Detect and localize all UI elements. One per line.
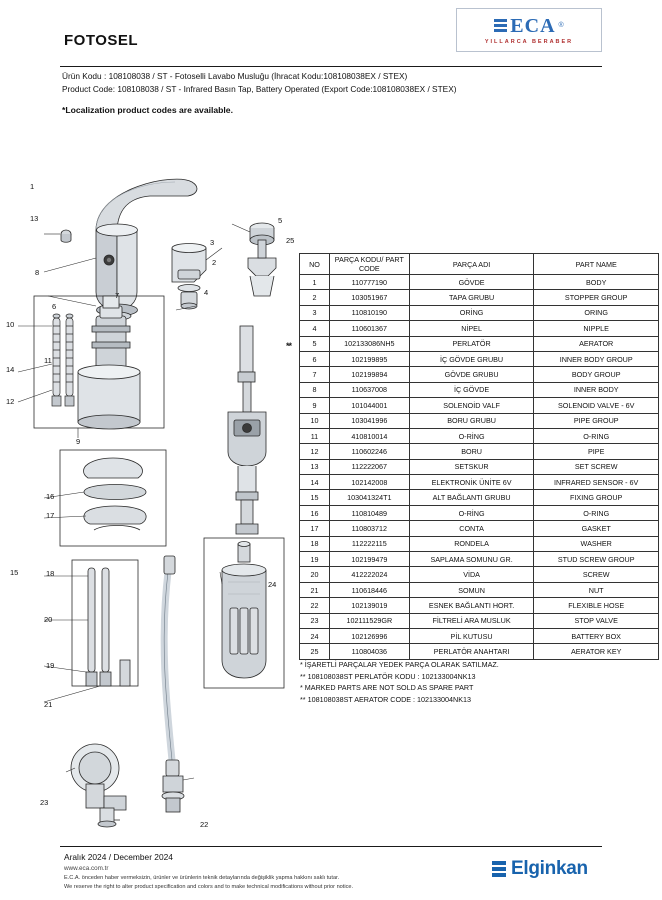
cell-en: SOLENOID VALVE - 6V — [534, 398, 659, 413]
eca-logo-mark — [494, 16, 563, 36]
part-13-setscrew — [61, 230, 71, 242]
eca-tagline: YILLARCA BERABER — [484, 38, 574, 45]
cell-no: 10 — [300, 413, 330, 428]
cell-code: 102133086NH5 — [329, 336, 409, 351]
page-header — [0, 0, 662, 68]
cell-tr: TAPA GRUBU — [409, 290, 534, 305]
callout-17: 17 — [46, 511, 55, 520]
part-24-battery-box — [204, 538, 284, 688]
cell-tr: ESNEK BAĞLANTI HORT. — [409, 598, 534, 613]
footer-divider — [60, 846, 602, 847]
cell-en: STOP VALVE — [534, 613, 659, 628]
elginkan-bars-icon — [492, 861, 506, 877]
cell-code: 102199895 — [329, 351, 409, 366]
cell-no: 3 — [300, 305, 330, 320]
table-row — [300, 567, 659, 582]
cell-tr: SAPLAMA SOMUNU GR. — [409, 552, 534, 567]
cell-tr: O-RİNG — [409, 428, 534, 443]
table-row — [300, 398, 659, 413]
table-row — [300, 382, 659, 397]
note-1: ** 108108038ST PERLATÖR KODU : 102133004NK13 — [300, 671, 476, 681]
footer-disclaimer-tr: E.C.A. önceden haber vermeksizin, ürünler ve ürünlerin teknik detaylarında değişiklik yapma hakkını saklı tutar. — [64, 875, 340, 881]
cell-code: 102199479 — [329, 552, 409, 567]
header-code: PARÇA KODU/ PART CODE — [329, 254, 409, 275]
part-22-flexible-hose — [162, 556, 184, 812]
cell-no: 25 — [300, 644, 330, 659]
aerator-star-marker: ** — [286, 341, 292, 351]
cell-code: 110601367 — [329, 321, 409, 336]
cell-tr: PİL KUTUSU — [409, 628, 534, 643]
registered-icon: ® — [558, 22, 564, 29]
cell-en: O-RING — [534, 505, 659, 520]
cell-code: 102199894 — [329, 367, 409, 382]
cell-en: STUD SCREW GROUP — [534, 552, 659, 567]
localization-note: *Localization product codes are available. — [62, 105, 233, 115]
callout-14: 14 — [6, 365, 15, 374]
cell-no: 6 — [300, 351, 330, 366]
cell-tr: CONTA — [409, 521, 534, 536]
exploded-view-svg — [0, 120, 300, 840]
cell-tr: VİDA — [409, 567, 534, 582]
header-name-en: PART NAME — [534, 254, 659, 275]
cell-en: GASKET — [534, 521, 659, 536]
cell-code: 102111529GR — [329, 613, 409, 628]
cell-tr: İÇ GÖVDE GRUBU — [409, 351, 534, 366]
note-0: * İŞARETLİ PARÇALAR YEDEK PARÇA OLARAK SATILMAZ. — [300, 660, 499, 669]
table-row — [300, 536, 659, 551]
cell-no: 1 — [300, 275, 330, 290]
table-header-row — [300, 254, 659, 275]
cell-no: 13 — [300, 459, 330, 474]
part-2-stopper-group — [172, 244, 209, 310]
cell-tr: O-RİNG — [409, 505, 534, 520]
cell-tr: FİLTRELİ ARA MUSLUK — [409, 613, 534, 628]
cell-tr: ORİNG — [409, 305, 534, 320]
table-row — [300, 290, 659, 305]
table-row — [300, 505, 659, 520]
cell-en: SET SCREW — [534, 459, 659, 474]
cell-tr: NİPEL — [409, 321, 534, 336]
cell-no: 11 — [300, 428, 330, 443]
table-row — [300, 644, 659, 659]
cell-code: 110618446 — [329, 582, 409, 597]
cell-code: 110803712 — [329, 521, 409, 536]
callout-11: 11 — [44, 356, 52, 365]
cell-en: ORING — [534, 305, 659, 320]
table-row — [300, 428, 659, 443]
cell-code: 412222024 — [329, 567, 409, 582]
cell-en: INNER BODY — [534, 382, 659, 397]
cell-tr: SOLENOİD VALF — [409, 398, 534, 413]
callout-21: 21 — [44, 700, 53, 709]
table-row — [300, 490, 659, 505]
cell-en: BODY — [534, 275, 659, 290]
cell-en: FLEXIBLE HOSE — [534, 598, 659, 613]
callout-1: 1 — [30, 182, 35, 191]
cell-en: STOPPER GROUP — [534, 290, 659, 305]
callout-23: 23 — [40, 798, 49, 807]
cell-no: 18 — [300, 536, 330, 551]
cell-code: 110777190 — [329, 275, 409, 290]
table-row — [300, 598, 659, 613]
footer-date: Aralık 2024 / December 2024 — [64, 852, 173, 862]
cell-en: BATTERY BOX — [534, 628, 659, 643]
eca-bars-icon — [494, 19, 507, 32]
cell-tr: PERLATÖR — [409, 336, 534, 351]
cell-code: 110810190 — [329, 305, 409, 320]
part-25-aerator-key — [248, 240, 276, 296]
callout-22: 22 — [200, 820, 209, 829]
cell-tr: GÖVDE GRUBU — [409, 367, 534, 382]
part-15-fixing-group — [60, 450, 166, 546]
cell-no: 21 — [300, 582, 330, 597]
callout-10: 10 — [6, 320, 15, 329]
callout-3: 3 — [210, 238, 215, 247]
cell-no: 22 — [300, 598, 330, 613]
part-23-stop-valve — [71, 744, 126, 827]
footer-website[interactable]: www.eca.com.tr — [64, 865, 109, 872]
table-row — [300, 475, 659, 490]
cell-code: 103041996 — [329, 413, 409, 428]
callout-15: 15 — [10, 568, 19, 577]
cell-code: 102142008 — [329, 475, 409, 490]
table-row — [300, 351, 659, 366]
cell-code: 102139019 — [329, 598, 409, 613]
cell-en: NUT — [534, 582, 659, 597]
cell-no: 2 — [300, 290, 330, 305]
table-row — [300, 628, 659, 643]
callout-25: 25 — [286, 236, 295, 245]
table-row — [300, 367, 659, 382]
part-6-inner-body-group — [34, 296, 164, 429]
cell-no: 4 — [300, 321, 330, 336]
cell-tr: SETSKUR — [409, 459, 534, 474]
table-row — [300, 459, 659, 474]
cell-code: 101044001 — [329, 398, 409, 413]
footer-disclaimer-en: We reserve the right to alter product specification and colors and to make technical modifications without prior notice. — [64, 884, 354, 890]
header-name-tr: PARÇA ADI — [409, 254, 534, 275]
table-row — [300, 413, 659, 428]
eca-logo — [456, 8, 602, 52]
table-row — [300, 613, 659, 628]
cell-tr: ELEKTRONİK ÜNİTE 6V — [409, 475, 534, 490]
cell-tr: BORU — [409, 444, 534, 459]
cell-en: PIPE — [534, 444, 659, 459]
cell-no: 23 — [300, 613, 330, 628]
header-no: NO — [300, 254, 330, 275]
cell-tr: RONDELA — [409, 536, 534, 551]
callout-7: 7 — [115, 291, 120, 300]
part-19-stud-screw-group — [72, 560, 138, 686]
cell-en: AERATOR KEY — [534, 644, 659, 659]
cell-en: PIPE GROUP — [534, 413, 659, 428]
cell-code: 110637008 — [329, 382, 409, 397]
product-code-en: Product Code: 108108038 / ST - Infrared Basın Tap, Battery Operated (Export Code:108108038EX / STEX) — [62, 84, 457, 94]
cell-en: SCREW — [534, 567, 659, 582]
elginkan-text: Elginkan — [511, 858, 588, 879]
cell-no: 19 — [300, 552, 330, 567]
callout-19: 19 — [46, 661, 55, 670]
cell-no: 17 — [300, 521, 330, 536]
table-row — [300, 275, 659, 290]
cell-code: 110804036 — [329, 644, 409, 659]
note-2: * MARKED PARTS ARE NOT SOLD AS SPARE PART — [300, 683, 474, 692]
callout-6: 6 — [52, 302, 57, 311]
cell-code: 112222115 — [329, 536, 409, 551]
cell-code: 112222067 — [329, 459, 409, 474]
cell-en: WASHER — [534, 536, 659, 551]
cell-tr: PERLATÖR ANAHTARI — [409, 644, 534, 659]
part-9-solenoid-valve — [228, 326, 266, 534]
cell-code: 110602246 — [329, 444, 409, 459]
note-3: ** 108108038ST AERATOR CODE : 102133004NK13 — [300, 694, 472, 704]
callout-24: 24 — [268, 580, 277, 589]
cell-no: 16 — [300, 505, 330, 520]
cell-no: 7 — [300, 367, 330, 382]
callout-2: 2 — [212, 258, 217, 267]
table-row — [300, 521, 659, 536]
table-row — [300, 552, 659, 567]
table-row — [300, 305, 659, 320]
cell-en: INFRARED SENSOR - 6V — [534, 475, 659, 490]
callout-8: 8 — [35, 268, 40, 277]
elginkan-logo — [492, 858, 588, 880]
page-title: FOTOSEL — [64, 32, 139, 49]
cell-no: 24 — [300, 628, 330, 643]
cell-code: 103041324T1 — [329, 490, 409, 505]
callout-20: 20 — [44, 615, 53, 624]
cell-en: BODY GROUP — [534, 367, 659, 382]
callout-5: 5 — [278, 216, 283, 225]
cell-en: O-RING — [534, 428, 659, 443]
cell-no: 9 — [300, 398, 330, 413]
cell-code: 103051967 — [329, 290, 409, 305]
cell-tr: BORU GRUBU — [409, 413, 534, 428]
table-notes — [300, 659, 660, 705]
technical-drawing — [0, 120, 300, 840]
callout-4: 4 — [204, 288, 209, 297]
callout-18: 18 — [46, 569, 55, 578]
table-row — [300, 336, 659, 351]
cell-en: INNER BODY GROUP — [534, 351, 659, 366]
eca-brand-text: ECA — [510, 14, 556, 37]
footer-info — [64, 852, 444, 892]
cell-no: 14 — [300, 475, 330, 490]
cell-code: 102126996 — [329, 628, 409, 643]
callout-9: 9 — [76, 437, 81, 446]
cell-no: 15 — [300, 490, 330, 505]
cell-no: 8 — [300, 382, 330, 397]
callout-13: 13 — [30, 214, 39, 223]
cell-no: 12 — [300, 444, 330, 459]
callout-12: 12 — [6, 397, 15, 406]
cell-tr: ALT BAĞLANTI GRUBU — [409, 490, 534, 505]
cell-code: 410810014 — [329, 428, 409, 443]
cell-en: AERATOR — [534, 336, 659, 351]
table-row — [300, 321, 659, 336]
product-codes — [62, 70, 622, 96]
cell-en: FIXING GROUP — [534, 490, 659, 505]
table-row — [300, 444, 659, 459]
header-divider — [60, 66, 602, 67]
parts-table — [299, 253, 659, 660]
cell-tr: İÇ GÖVDE — [409, 382, 534, 397]
table-row — [300, 582, 659, 597]
cell-tr: GÖVDE — [409, 275, 534, 290]
cell-tr: SOMUN — [409, 582, 534, 597]
cell-no: 5 — [300, 336, 330, 351]
cell-code: 110810489 — [329, 505, 409, 520]
callout-16: 16 — [46, 492, 55, 501]
cell-no: 20 — [300, 567, 330, 582]
cell-en: NIPPLE — [534, 321, 659, 336]
parts-table-wrapper — [299, 253, 659, 660]
product-code-tr: Ürün Kodu : 108108038 / ST - Fotoselli Lavabo Musluğu (İhracat Kodu:108108038EX / STEX) — [62, 71, 408, 81]
